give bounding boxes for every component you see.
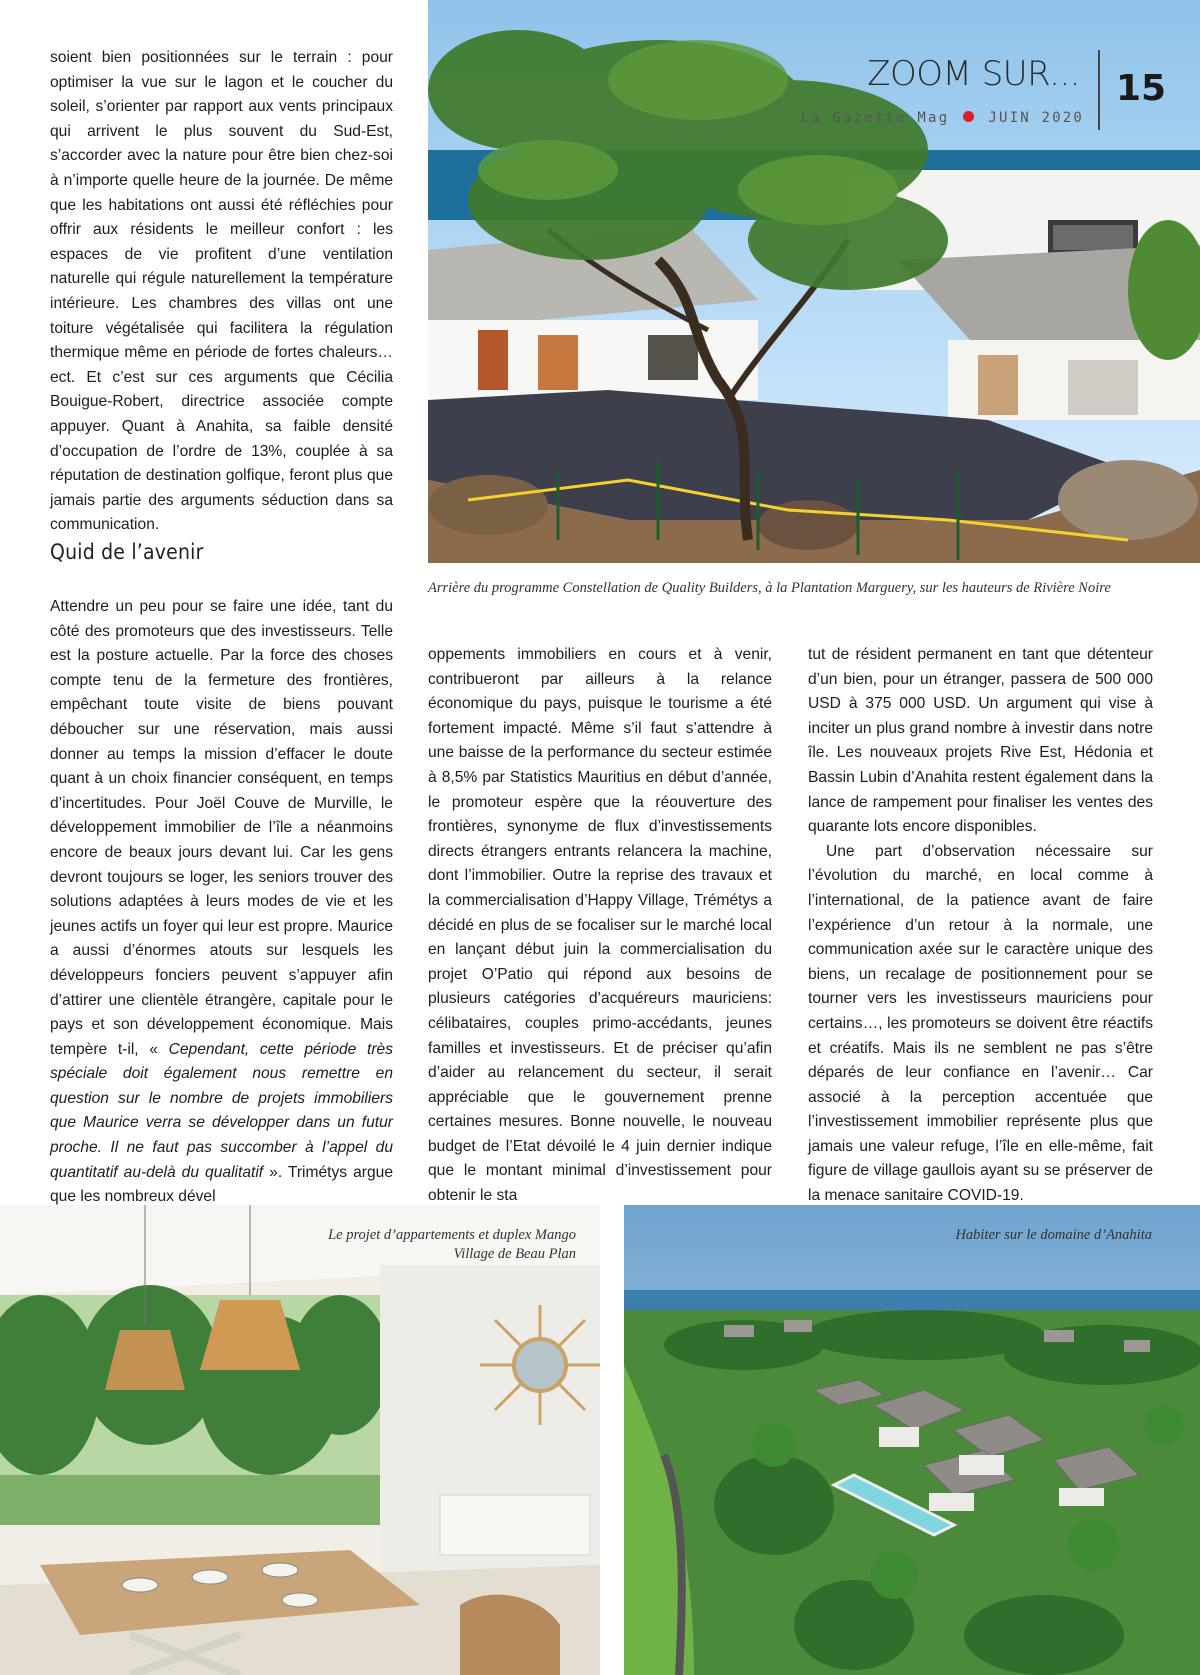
section-title: ZOOM SUR... <box>867 54 1080 94</box>
interior-dining-photo <box>0 1205 600 1675</box>
page-number: 15 <box>1116 68 1167 109</box>
paragraph-right-2: Une part d’observation nécessaire sur l’évolution du marché, en local comme à l’international, de la patience avant de faire l’expérience d’un retour à la normale, une communication axée sur le caractère unique des biens, un recalage de positionnement pour se tourner vers les investisseurs mauriciens pour certains…, les promoteurs se doivent être réactifs et créatifs. Mais ils ne semblent ne pas s’être déparés de leur confiance en l’avenir… Car associé à la perception accentuée que l’investissement immobilier représente plus que jamais une valeur refuge, l’île en elle-même, fait figure de village gaullois ayant su se préserver de la menace sanitaire COVID-19. <box>808 842 1153 1205</box>
article-intro-column <box>50 46 393 538</box>
construction-photo <box>428 0 1200 563</box>
paragraph-left-tail: ». Trimétys argue que les nombreux dével <box>50 1163 393 1206</box>
pull-quote: Cependant, cette période très spéciale doit également nous remettre en question sur le nombre de projets immobiliers que Maurice verra se développer dans un futur proche. Il ne faut pas succomber à l’appel du quantitatif au-delà du qualitatif <box>50 1040 393 1181</box>
bottom-right-photo-caption: Habiter sur le domaine d’Anahita <box>955 1227 1152 1243</box>
intro-paragraph: soient bien positionnées sur le terrain : pour optimiser la vue sur le lagon et le coucher du soleil, s’orienter par rapport aux vents principaux qui arrivent le plus souvent du Sud-Est, s’accorder avec la nature pour être bien chez-soi à n’importe quelle heure de la journée. De même que les habitations ont aussi été réfléchies pour offrir aux résidents le meilleur confort : les espaces de vie profitent d’une ventilation naturelle qui régule naturellement la température intérieure. Les chambres des villas ont une toiture végétalisée qui facilitera la régulation thermique même en période de fortes chaleurs… ect. Et c’est sur ces arguments que Cécilia Bouigue-Robert, directrice associée compte appuyer. Quant à Anahita, sa faible densité d’occupation de l’ordre de 13%, couplée à sa réputation de destination golfique, feront plus que jamais partie des arguments séduction dans sa communication. <box>50 49 393 534</box>
paragraph-left-main: Attendre un peu pour se faire une idée, tant du côté des promoteurs que des investisseurs. Telle est la posture actuelle. Par la force des choses compte tenu de la fermeture des frontières, empêchant toute visite de biens pouvant déboucher sur une réservation, mais aussi donner au temps la mission d’effacer le doute quant à un choix financier conséquent, en temps d’incertitudes. Pour Joël Couve de Murville, le développement immobilier de l’île a néanmoins encore de beaux jours devant lui. Car les gens devront toujours se loger, les seniors trouver des solutions adaptées à leurs modes de vie et les jeunes actifs un foyer qui leur est propre. Maurice a aussi d’énormes atouts sur lesquels les développeurs fonciers peuvent s’appuyer afin d’attirer une clientèle étrangère, capitale pour le pays et son développement économique. Mais tempère t-il, « <box>50 598 393 1058</box>
paragraph-right-1: tut de résident permanent en tant que détenteur d’un bien, pour un étranger, passera de 500 000 USD à 375 000 USD. Un argument qui vise à inciter un plus grand nombre à investir dans notre île. Les nouveaux projets Rive Est, Hédonia et Bassin Lubin d’Anahita restent également dans la lance de rampement pour finaliser les ventes des quarante lots encore disponibles. <box>808 646 1153 836</box>
publication-name: La Gazette Mag <box>800 110 950 126</box>
article-column-right <box>808 643 1153 1209</box>
issue-date: JUIN 2020 <box>988 110 1084 126</box>
aerial-villas-photo <box>624 1205 1200 1675</box>
paragraph-left <box>50 595 393 1210</box>
paragraph-middle: oppements immobiliers en cours et à venir, contribueront par ailleurs à la relance économique du pays, puisque le tourisme a été fortement impacté. Même s’il faut s’attendre à une baisse de la performance du secteur estimée à 8,5% par Statistics Mauritius en début d’année, le promoteur espère que la réouverture des frontières, synonyme de flux d’investissements directs étrangers entrants relancera la machine, dont l’immobilier. Outre la reprise des travaux et la commercialisation d’Happy Village, Trémétys a décidé en plus de se focaliser sur le marché local en lançant début juin la commercialisation du projet O’Patio qui répond aux besoins de plusieurs catégories d’acquéreurs mauriciens: célibataires, couples primo-accédants, jeunes familles et investisseurs. Et de préciser qu’afin d’aider au relancement du secteur, il serait appréciable que le gouvernement prenne certaines mesures. Bonne nouvelle, le nouveau budget de l’Etat dévoilé le 4 juin dernier indique que le montant minimal d’investissement pour obtenir le sta <box>428 646 772 1205</box>
top-photo-caption: Arrière du programme Constellation de Quality Builders, à la Plantation Marguery, sur les hauteurs de Rivière Noire <box>428 580 1111 596</box>
section-heading: Quid de l’avenir <box>50 540 204 564</box>
bottom-left-photo-caption: Le projet d’appartements et duplex Mango Village de Beau Plan <box>328 1227 576 1262</box>
article-column-left <box>50 595 393 1210</box>
article-column-middle <box>428 643 772 1209</box>
